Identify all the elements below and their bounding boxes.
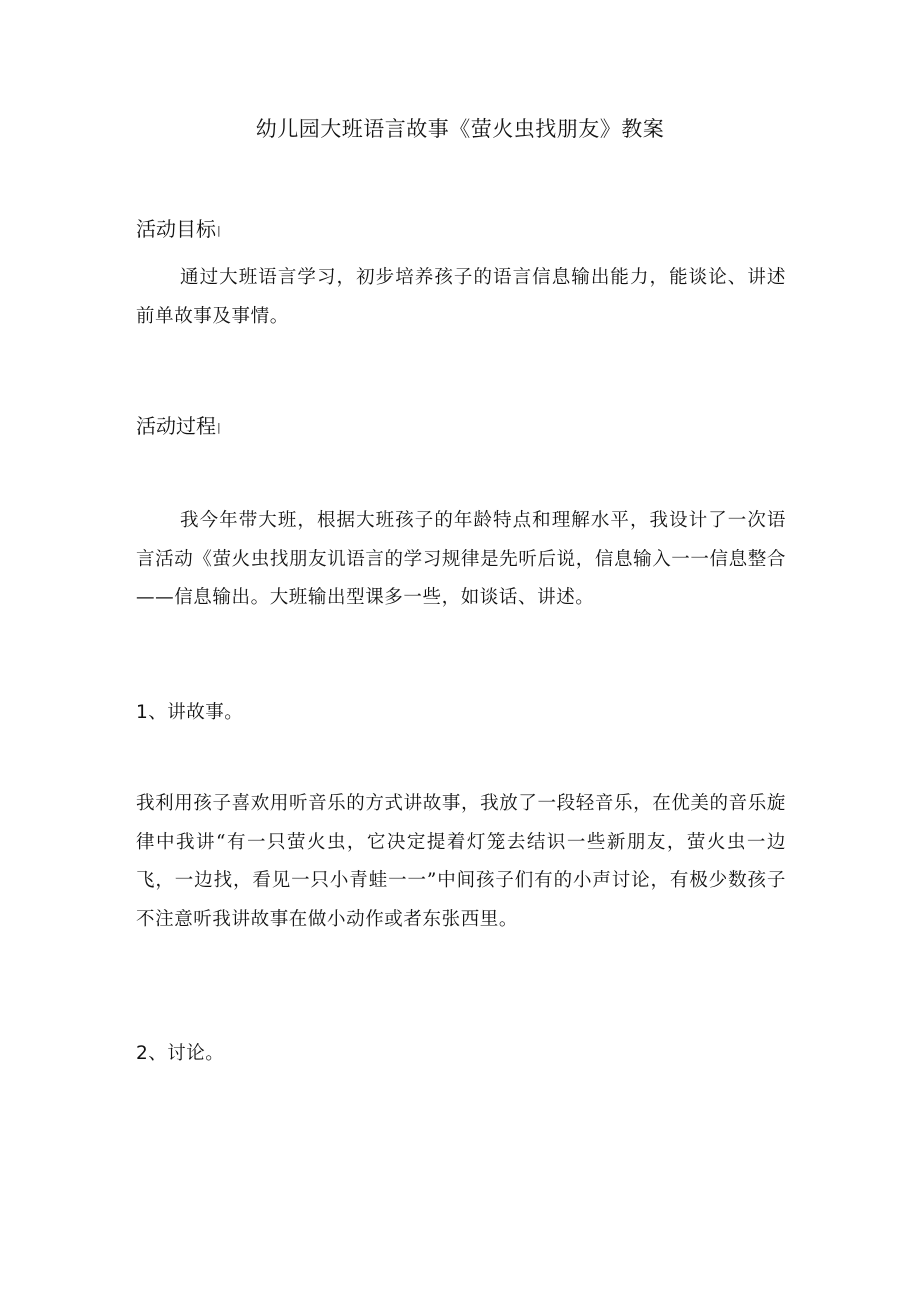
step-2-label: 2、讨论。 <box>136 1043 225 1064</box>
process-heading-mark: | <box>217 420 221 434</box>
process-heading-text: 活动过程 <box>136 414 216 438</box>
step-1-paragraph: 我利用孩子喜欢用听音乐的方式讲故事，我放了一段轻音乐，在优美的音乐旋律中我讲“有一只萤火虫，它决定提着灯笼去结识一些新朋友，萤火虫一边飞，一边找，看见一只小青蛙一一”中间孩子们有的小声讨论，有极少数孩子不注意听我讲故事在做小动作或者东张西里。 <box>136 793 786 930</box>
process-intro-paragraph: 我今年带大班，根据大班孩子的年龄特点和理解水平，我设计了一次语言活动《萤火虫找朋友讥语言的学习规律是先听后说，信息输入一一信息整合——信息输出。大班输出型课多一些，如谈话、讲述。 <box>136 510 786 608</box>
goal-heading <box>136 215 221 245</box>
goal-paragraph: 通过大班语言学习，初步培养孩子的语言信息输出能力，能谈论、讲述前单故事及事情。 <box>136 267 786 327</box>
goal-heading-text: 活动目标 <box>136 217 216 241</box>
document-title: 幼儿园大班语言故事《萤火虫找朋友》教案 <box>255 117 665 141</box>
process-heading <box>136 412 221 442</box>
step-1-label: 1、讲故事。 <box>136 702 244 723</box>
goal-heading-mark: | <box>217 223 221 237</box>
